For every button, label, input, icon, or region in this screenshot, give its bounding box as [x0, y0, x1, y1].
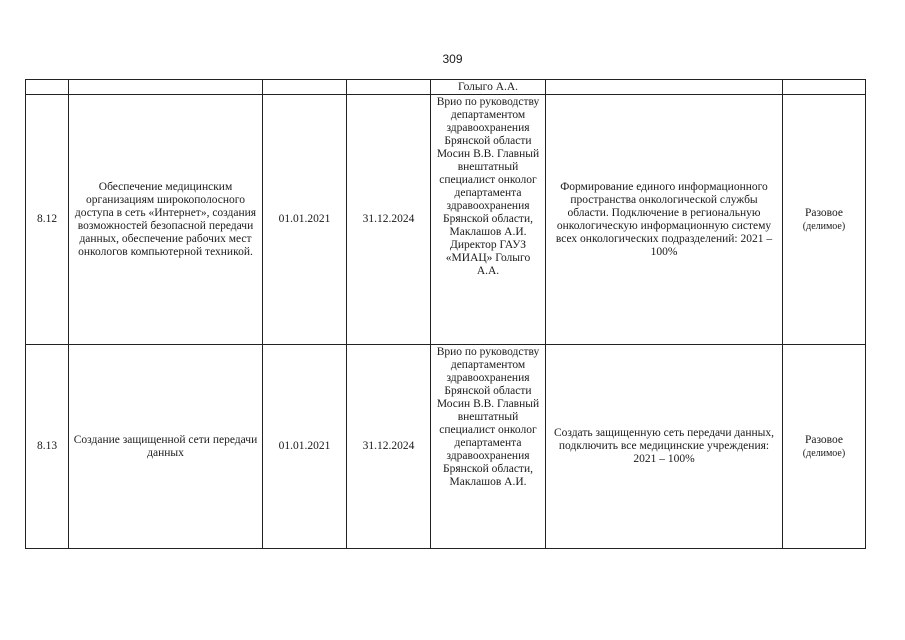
cell-end: 31.12.2024 — [347, 95, 431, 345]
cell-end — [347, 80, 431, 95]
cell-name — [69, 80, 263, 95]
table-row-continuation — [26, 80, 866, 95]
cell-end: 31.12.2024 — [347, 345, 431, 549]
cell-name: Создание защищенной сети передачи данных — [69, 345, 263, 549]
type-main-label: Разовое — [804, 433, 844, 446]
table-row — [26, 345, 866, 549]
measures-table — [25, 79, 866, 549]
table-row — [26, 95, 866, 345]
cell-start: 01.01.2021 — [263, 345, 347, 549]
type-sub-label: (делимое) — [802, 220, 846, 232]
cell-type — [783, 95, 866, 345]
cell-result — [546, 80, 783, 95]
cell-type — [783, 345, 866, 549]
cell-num: 8.13 — [26, 345, 69, 549]
cell-responsible: Врио по руководству департаментом здравоохранения Брянской области Мосин В.В. Главный внештатный специалист онколог департамента здравоохранения Брянской области, Маклашов А.И. Директор ГАУЗ «МИАЦ» Голыго А.А. — [431, 95, 546, 345]
cell-type — [783, 80, 866, 95]
cell-num: 8.12 — [26, 95, 69, 345]
page-number: 309 — [442, 52, 463, 66]
cell-result: Формирование единого информационного пространства онкологической службы области. Подключение в региональную онкологическую информационную систему всех онкологических подразделений: 2021 – 100% — [546, 95, 783, 345]
type-sub-label: (делимое) — [802, 447, 846, 459]
type-main-label: Разовое — [804, 206, 844, 219]
cell-num — [26, 80, 69, 95]
cell-result: Создать защищенную сеть передачи данных, подключить все медицинские учреждения: 2021 – 100% — [546, 345, 783, 549]
cell-start — [263, 80, 347, 95]
cell-responsible: Голыго А.А. — [431, 80, 546, 95]
cell-name: Обеспечение медицинским организациям широкополосного доступа в сеть «Интернет», создания возможностей безопасной передачи данных, обеспечение рабочих мест онкологов компьютерной техникой. — [69, 95, 263, 345]
cell-start: 01.01.2021 — [263, 95, 347, 345]
cell-responsible: Врио по руководству департаментом здравоохранения Брянской области Мосин В.В. Главный внештатный специалист онколог департамента здравоохранения Брянской области, Маклашов А.И. — [431, 345, 546, 549]
